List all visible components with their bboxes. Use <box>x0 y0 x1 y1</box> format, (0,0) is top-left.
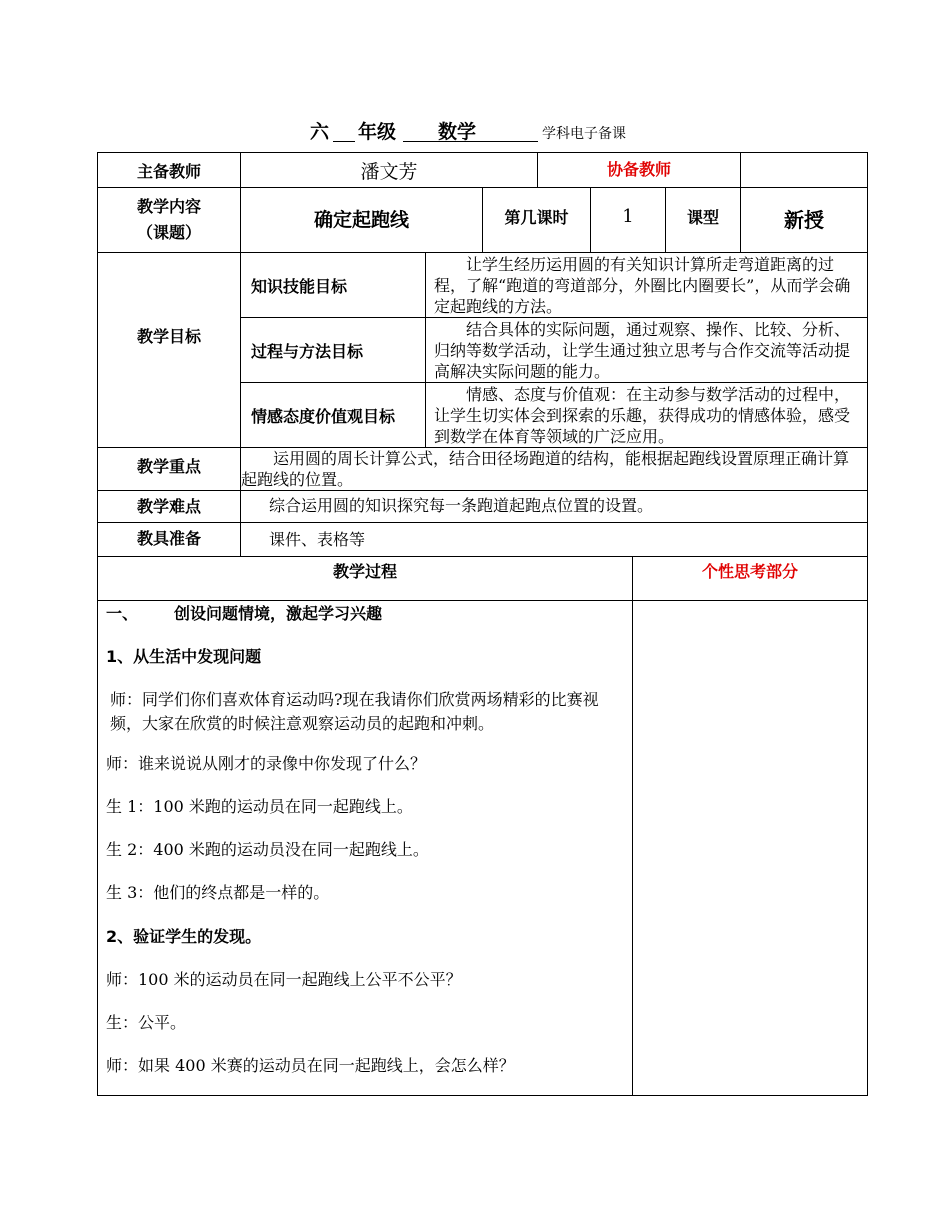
objective-text: 让学生经历运用圆的有关知识计算所走弯道距离的过程，了解“跑道的弯道部分，外圈比内圈要长”，从而学会确定起跑线的方法。 <box>434 255 851 316</box>
section-title: 创设问题情境，激起学习兴趣 <box>174 604 383 623</box>
objective-text-emotion <box>426 383 867 447</box>
subheading-1: 1、从生活中发现问题 <box>106 647 262 666</box>
student-line-1: 生 1：100 米跑的运动员在同一起跑线上。 <box>106 797 413 816</box>
subheading-2: 2、验证学生的发现。 <box>106 927 262 946</box>
document-title <box>0 115 950 145</box>
process-header: 教学过程 <box>332 561 397 581</box>
teacher-line-2: 师：谁来说说从刚才的录像中你发现了什么？ <box>106 754 427 773</box>
content-label-line2: （课题） <box>136 223 201 242</box>
difficulty-text: 综合运用圆的知识探究每一条跑道起跑点位置的设置。 <box>269 495 654 515</box>
lesson-type-label: 课型 <box>686 207 719 227</box>
objective-name-emotion: 情感态度价值观目标 <box>251 406 396 426</box>
grade-underline <box>333 141 355 142</box>
main-teacher-label: 主备教师 <box>136 161 201 181</box>
co-teacher-label: 协备教师 <box>606 159 671 179</box>
objective-text-knowledge <box>426 253 867 317</box>
key-point-text-cell <box>241 448 867 490</box>
key-point-label: 教学重点 <box>136 456 201 476</box>
teacher-line-3: 师：100 米的运动员在同一起跑线上公平不公平？ <box>106 970 462 989</box>
materials-label: 教具准备 <box>136 528 201 548</box>
teacher-line-4: 师：如果 400 米赛的运动员在同一起跑线上，会怎么样？ <box>106 1056 515 1075</box>
difficulty-label: 教学难点 <box>136 496 201 516</box>
objective-name-knowledge: 知识技能目标 <box>251 276 348 296</box>
co-teacher-value <box>741 153 867 187</box>
objective-text: 情感、态度与价值观：在主动参与数学活动的过程中，让学生切实体会到探索的乐趣，获得成功的情感体验，感受到数学在体育等领域的广泛应用。 <box>434 385 851 446</box>
reflection-header: 个性思考部分 <box>701 561 798 581</box>
materials-text: 课件、表格等 <box>269 529 366 549</box>
teacher-line-1: 师：同学们你们喜欢体育运动吗?现在我请你们欣赏两场精彩的比赛视频，大家在欣赏的时候注意观察运动员的起跑和冲刺。 <box>110 690 599 733</box>
objectives-label: 教学目标 <box>136 326 201 346</box>
lesson-number-label: 第几课时 <box>504 207 569 227</box>
main-teacher-value: 潘文芳 <box>360 160 418 183</box>
content-label <box>98 188 240 252</box>
lesson-number-value: 1 <box>622 205 634 227</box>
lesson-type-value: 新授 <box>784 207 824 232</box>
student-line-2: 生 2：400 米跑的运动员没在同一起跑线上。 <box>106 840 429 859</box>
subject-name: 数学 <box>438 121 477 143</box>
key-point-text: 运用圆的周长计算公式，结合田径场跑道的结构，能根据起跑线设置原理正确计算起跑线的位置。 <box>241 449 850 489</box>
grade-unit: 年级 <box>358 121 397 143</box>
student-line-3: 生 3：他们的终点都是一样的。 <box>106 883 330 902</box>
section-heading <box>106 602 626 626</box>
grade-number: 六 <box>310 121 330 143</box>
content-label-line1: 教学内容 <box>136 197 201 216</box>
student-line-4: 生：公平。 <box>106 1013 187 1032</box>
objective-text: 结合具体的实际问题，通过观察、操作、比较、分析、归纳等数学活动，让学生通过独立思考与合作交流等活动提高解决实际问题的能力。 <box>434 320 851 381</box>
lesson-topic: 确定起跑线 <box>313 208 409 231</box>
title-suffix: 学科电子备课 <box>542 126 626 142</box>
section-number: 一、 <box>106 604 139 623</box>
objective-text-process <box>426 318 867 382</box>
objective-name-process: 过程与方法目标 <box>251 341 364 361</box>
